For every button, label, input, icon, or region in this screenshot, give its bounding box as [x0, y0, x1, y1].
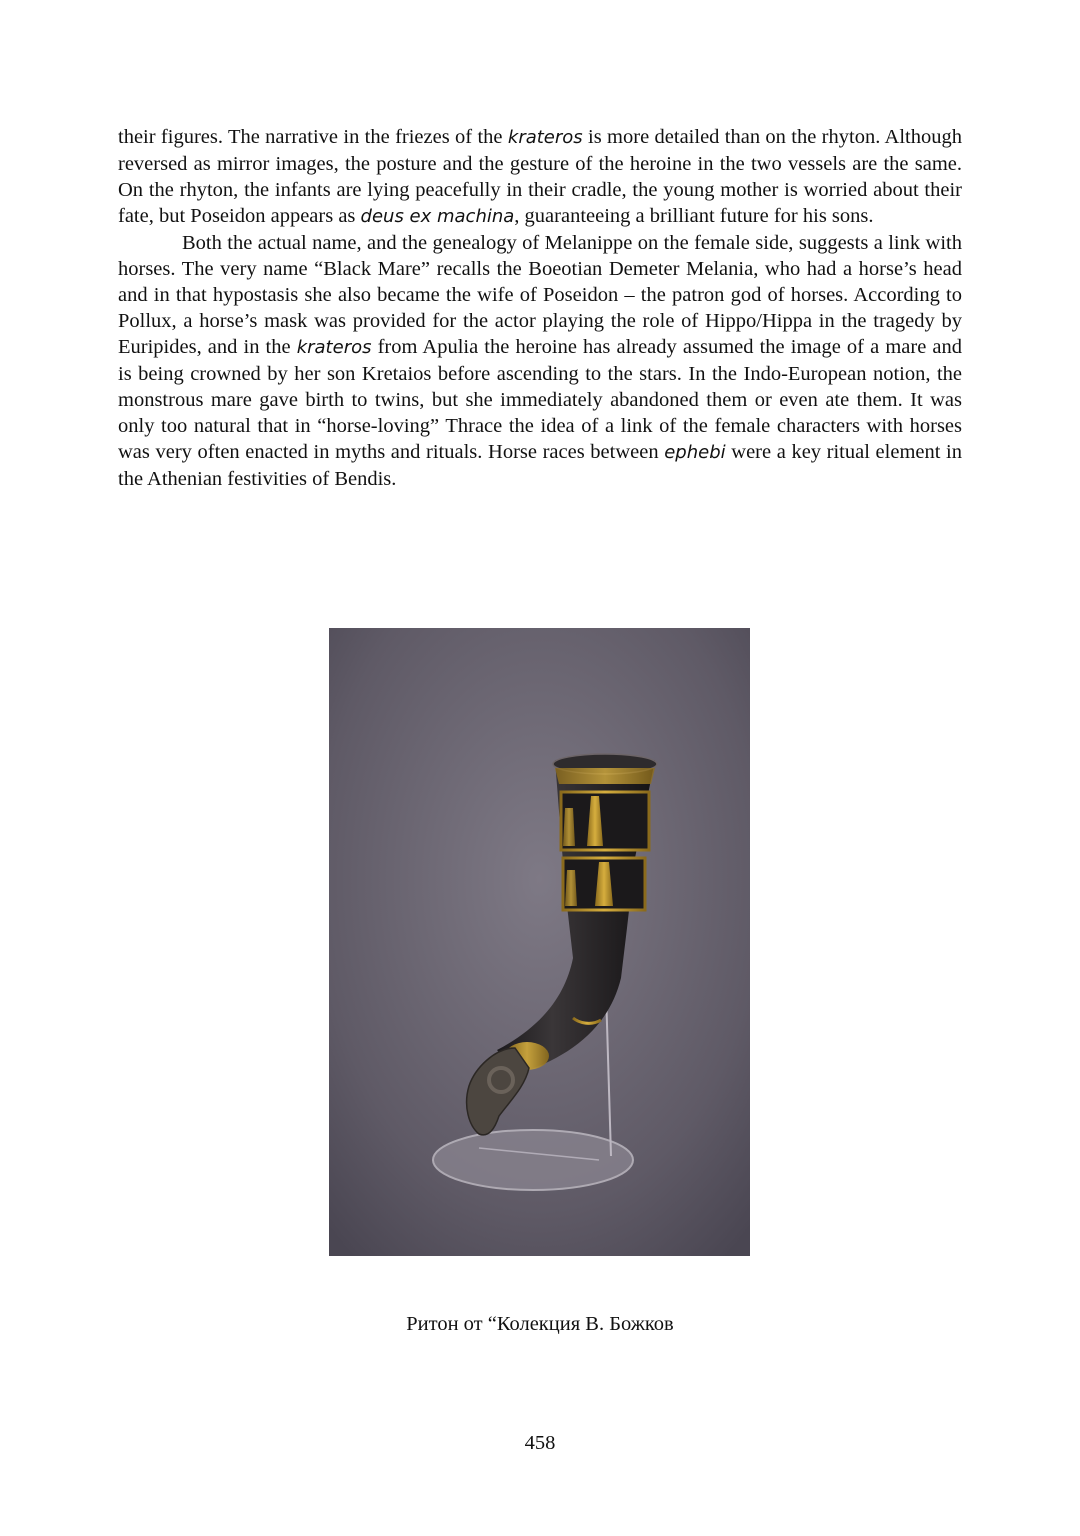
paragraph-1 [118, 124, 962, 230]
paragraph-2 [118, 230, 962, 492]
text-run: were a key ritual element in the Athenian festivities of Bendis. [118, 441, 962, 490]
text-run: , guaranteeing a brilliant future for his sons. [514, 205, 874, 227]
italic-term: ephebi [664, 442, 726, 463]
rim-frieze [555, 768, 655, 784]
rhyton-photo [329, 628, 750, 1256]
text-run: their figures. The narrative in the friezes of the [118, 126, 508, 148]
text-run: Both the actual name, and the genealogy of Melanippe on the female side, suggests a link with horses. The very name “Black Mare” recalls the Boeotian Demeter Melania, who had a horse’s head and in that hypostasis she also became the wife of Poseidon – the patron god of horses. According to Pollux, a horse’s mask was provided for the actor playing the role of Hippo/Hippa in the tragedy by Euripides, and in the [118, 232, 962, 358]
text-run: from Apulia the heroine has already assumed the image of a mare and is being crowned by her son Kretaios before ascending to the stars. In the Indo-European notion, the monstrous mare gave birth to twins, but she immediately abandoned them or even ate them. It was only too natural that in “horse-loving” Thrace the idea of a link of the female characters with horses was very often enacted in myths and rituals. Horse races between [118, 336, 962, 463]
italic-term: krateros [507, 127, 583, 148]
stand-base [433, 1130, 633, 1190]
body-text [118, 124, 962, 492]
italic-term: deus ex machina [360, 206, 515, 227]
figure-caption: Ритон от “Колекция В. Божков [406, 1313, 674, 1335]
text-run: is more detailed than on the rhyton. Although reversed as mirror images, the posture and the gesture of the heroine in the two vessels are the same. On the rhyton, the infants are lying peacefully in their cradle, the young mother is worried about their fate, but Poseidon appears as [118, 126, 962, 227]
italic-term: krateros [296, 337, 372, 358]
page-number: 458 [524, 1432, 556, 1454]
